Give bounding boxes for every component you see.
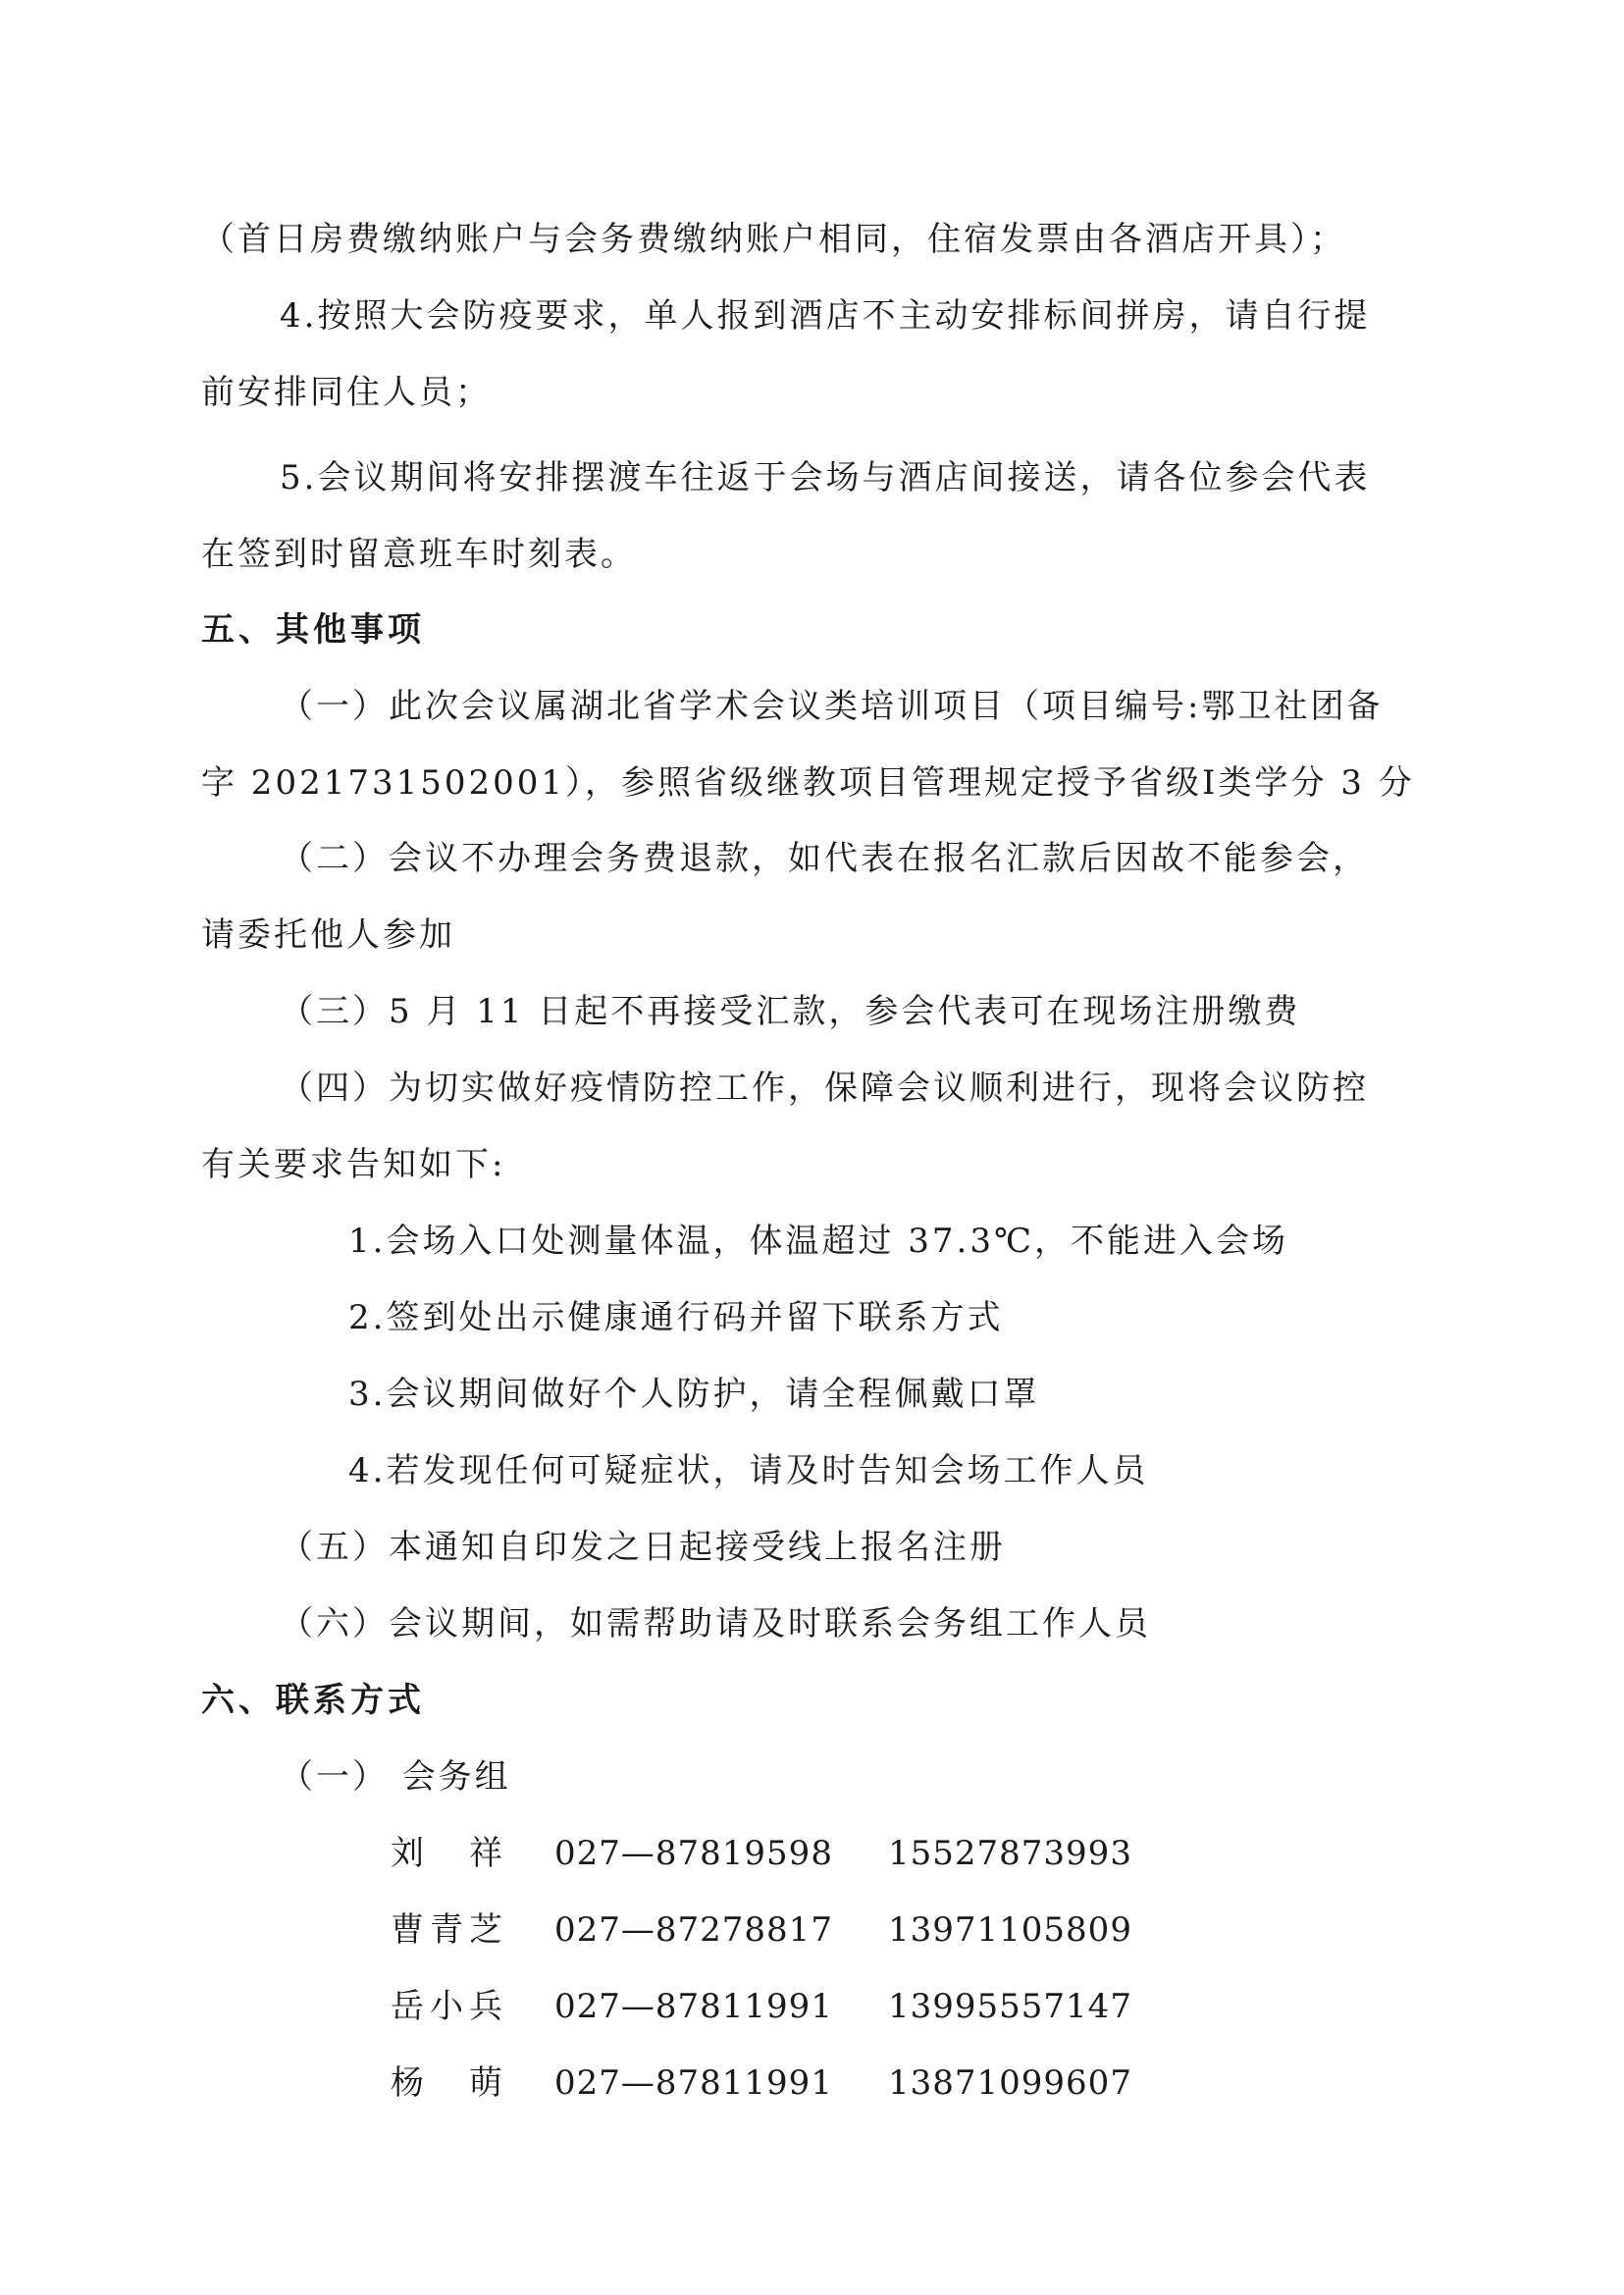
s5-5: （五）本通知自印发之日起接受线上报名注册	[280, 1528, 1006, 1567]
s5-1-line-1: （一）此次会议属湖北省学术会议类培训项目（项目编号:鄂卫社团备	[280, 687, 1384, 726]
contact-telephone: 027—87811991	[554, 1987, 833, 2026]
item-5-line-2: 在签到时留意班车时刻表。	[201, 535, 637, 574]
s5-4-subitem: 1.会场入口处测量体温，体温超过 37.3℃，不能进入会场	[348, 1222, 1288, 1261]
contact-name: 曹青芝	[391, 1910, 508, 1950]
s5-2-line-2: 请委托他人参加	[201, 915, 455, 955]
contact-mobile: 15527873993	[888, 1834, 1132, 1873]
s5-4-line-1: （四）为切实做好疫情防控工作，保障会议顺利进行，现将会议防控	[280, 1069, 1369, 1108]
contact-mobile: 13871099607	[888, 2063, 1132, 2103]
item-4-line-1: 4.按照大会防疫要求，单人报到酒店不主动安排标间拼房，请自行提	[280, 296, 1371, 336]
s5-4-subitem: 3.会议期间做好个人防护，请全程佩戴口罩	[348, 1375, 1040, 1414]
contact-telephone: 027—87278817	[554, 1910, 833, 1950]
item-5-line-1: 5.会议期间将安排摆渡车往返于会场与酒店间接送，请各位参会代表	[280, 458, 1371, 497]
continuation-text: （首日房费缴纳账户与会务费缴纳账户相同，住宿发票由各酒店开具）；	[201, 220, 1346, 259]
contact-name: 刘 祥	[391, 1834, 508, 1873]
section-5-heading: 五、其他事项	[201, 610, 425, 650]
s5-1-line-2: 字 2021731502001），参照省级继教项目管理规定授予省级Ⅰ类学分 3 分	[201, 763, 1415, 803]
contact-telephone: 027—87811991	[554, 2063, 833, 2103]
s5-4-subitem: 4.若发现任何可疑症状，请及时告知会场工作人员	[348, 1451, 1149, 1490]
contact-telephone: 027—87819598	[554, 1834, 833, 1873]
s5-3: （三）5 月 11 日起不再接受汇款，参会代表可在现场注册缴费	[280, 992, 1301, 1031]
s5-4-line-2: 有关要求告知如下:	[201, 1145, 506, 1184]
s5-6: （六）会议期间，如需帮助请及时联系会务组工作人员	[280, 1604, 1151, 1643]
contact-mobile: 13995557147	[888, 1987, 1132, 2026]
section-6-heading: 六、联系方式	[201, 1681, 425, 1720]
s6-1-label: （一） 会务组	[280, 1757, 511, 1797]
s5-2-line-1: （二）会议不办理会务费退款，如代表在报名汇款后因故不能参会，	[280, 839, 1369, 878]
contact-name: 杨 萌	[391, 2063, 508, 2103]
s5-4-subitem: 2.签到处出示健康通行码并留下联系方式	[348, 1298, 1004, 1337]
item-4-line-2: 前安排同住人员；	[201, 373, 492, 412]
contact-name: 岳小兵	[391, 1987, 508, 2026]
contact-mobile: 13971105809	[888, 1910, 1132, 1950]
